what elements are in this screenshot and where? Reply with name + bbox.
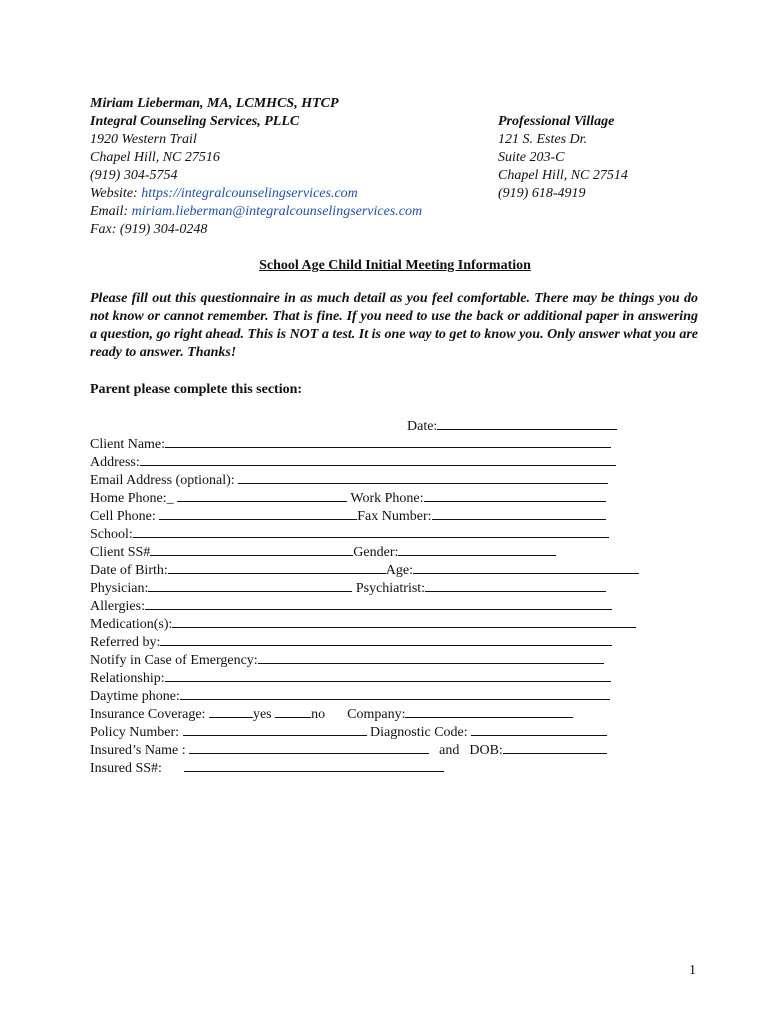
psychiatrist-label: Psychiatrist: — [352, 581, 426, 596]
city-state-zip: Chapel Hill, NC 27516 — [90, 150, 220, 165]
insurance-yes-field[interactable] — [209, 704, 253, 718]
practice-name: Integral Counseling Services, PLLC — [90, 114, 300, 129]
office-phone: (919) 618-4919 — [498, 186, 586, 201]
dob-field[interactable] — [168, 560, 386, 574]
phone-number: (919) 304-5754 — [90, 168, 178, 183]
website-label: Website: — [90, 186, 142, 201]
insurance-label: Insurance Coverage: — [90, 707, 209, 722]
fax-number-field[interactable] — [432, 506, 606, 520]
daytime-phone-row — [90, 686, 610, 704]
emergency-row — [90, 650, 604, 668]
referred-by-field[interactable] — [160, 632, 612, 646]
fax-number: Fax: (919) 304-0248 — [90, 222, 208, 237]
company-field[interactable] — [405, 704, 573, 718]
client-name-row — [90, 434, 611, 452]
allergies-label: Allergies: — [90, 599, 145, 614]
client-name-label: Client Name: — [90, 437, 166, 452]
cell-fax-row — [90, 506, 606, 524]
dob-age-row — [90, 560, 639, 578]
insured-dob-field[interactable] — [503, 740, 607, 754]
insured-ss-row — [90, 758, 444, 776]
email-link[interactable]: miriam.lieberman@integralcounselingservices.com — [131, 204, 423, 219]
email-row — [90, 470, 608, 488]
client-ss-label: Client SS# — [90, 545, 151, 560]
and-label: and — [439, 743, 460, 758]
office-street: 121 S. Estes Dr. — [498, 132, 588, 147]
ss-gender-row — [90, 542, 556, 560]
physician-field[interactable] — [148, 578, 352, 592]
school-field[interactable] — [133, 524, 609, 538]
cell-phone-field[interactable] — [159, 506, 357, 520]
insured-dob-label: DOB: — [469, 743, 503, 758]
referred-by-label: Referred by: — [90, 635, 161, 650]
insurance-row — [90, 704, 573, 722]
email-address-label: Email Address (optional): — [90, 473, 239, 488]
allergies-row — [90, 596, 612, 614]
email-address-field[interactable] — [238, 470, 608, 484]
insurance-yes-label: yes — [252, 707, 276, 722]
insured-ss-field[interactable] — [184, 758, 444, 772]
physician-label: Physician: — [90, 581, 149, 596]
address-field[interactable] — [140, 452, 616, 466]
referred-row — [90, 632, 612, 650]
diagnostic-code-field[interactable] — [471, 722, 607, 736]
office-title: Professional Village — [498, 114, 615, 129]
date-row — [407, 416, 617, 436]
document-title: School Age Child Initial Meeting Information — [259, 258, 531, 273]
client-ss-field[interactable] — [150, 542, 353, 556]
work-phone-label: Work Phone: — [347, 491, 424, 506]
company-label: Company: — [347, 707, 406, 722]
medications-field[interactable] — [172, 614, 636, 628]
section-heading: Parent please complete this section: — [90, 382, 303, 397]
allergies-field[interactable] — [145, 596, 612, 610]
emergency-label: Notify in Case of Emergency: — [90, 653, 258, 668]
office-suite: Suite 203-C — [498, 150, 565, 165]
relationship-label: Relationship: — [90, 671, 165, 686]
insured-name-label: Insured’s Name : — [90, 743, 190, 758]
website-link[interactable]: https://integralcounselingservices.com — [141, 186, 358, 201]
home-phone-field[interactable] — [177, 488, 347, 502]
date-field[interactable] — [437, 416, 617, 430]
provider-name: Miriam Lieberman, MA, LCMHCS, HTCP — [90, 96, 339, 111]
date-label: Date: — [407, 419, 438, 434]
dob-label: Date of Birth: — [90, 563, 168, 578]
policy-row — [90, 722, 607, 740]
medications-row — [90, 614, 636, 632]
address-row — [90, 452, 616, 470]
street-address: 1920 Western Trail — [90, 132, 197, 147]
daytime-phone-field[interactable] — [180, 686, 610, 700]
cell-phone-label: Cell Phone: — [90, 509, 160, 524]
insured-ss-label: Insured SS#: — [90, 761, 162, 776]
policy-number-label: Policy Number: — [90, 725, 183, 740]
physician-row — [90, 578, 606, 596]
emergency-field[interactable] — [258, 650, 604, 664]
insurance-no-label: no — [311, 707, 326, 722]
work-phone-field[interactable] — [424, 488, 606, 502]
insured-name-field[interactable] — [189, 740, 429, 754]
home-phone-label: Home Phone:_ — [90, 491, 178, 506]
insurance-no-field[interactable] — [275, 704, 311, 718]
client-name-field[interactable] — [165, 434, 611, 448]
policy-number-field[interactable] — [183, 722, 367, 736]
email-label: Email: — [90, 204, 132, 219]
school-label: School: — [90, 527, 133, 542]
gender-field[interactable] — [398, 542, 556, 556]
age-label: Age: — [385, 563, 413, 578]
fax-number-label: Fax Number: — [357, 509, 432, 524]
diagnostic-code-label: Diagnostic Code: — [366, 725, 472, 740]
medications-label: Medication(s): — [90, 617, 173, 632]
address-label: Address: — [90, 455, 140, 470]
email-line — [90, 203, 422, 221]
instructions-paragraph: Please fill out this questionnaire in as much detail as you feel comfortable. There may be things you do not know or cannot remember. That is fine. If you need to use the back or additional paper in answering a question, go right ahead. This is NOT a test. It is one way to get to know you. Only answer what you are ready to answer. Thanks! — [90, 291, 698, 360]
office-city: Chapel Hill, NC 27514 — [498, 168, 628, 183]
website-line — [90, 185, 358, 203]
relationship-field[interactable] — [165, 668, 611, 682]
phone-row — [90, 488, 606, 506]
gender-label: Gender: — [353, 545, 399, 560]
psychiatrist-field[interactable] — [425, 578, 606, 592]
age-field[interactable] — [413, 560, 639, 574]
insured-name-row — [90, 740, 607, 758]
daytime-phone-label: Daytime phone: — [90, 689, 180, 704]
school-row — [90, 524, 609, 542]
page-number: 1 — [689, 963, 696, 978]
relationship-row — [90, 668, 611, 686]
